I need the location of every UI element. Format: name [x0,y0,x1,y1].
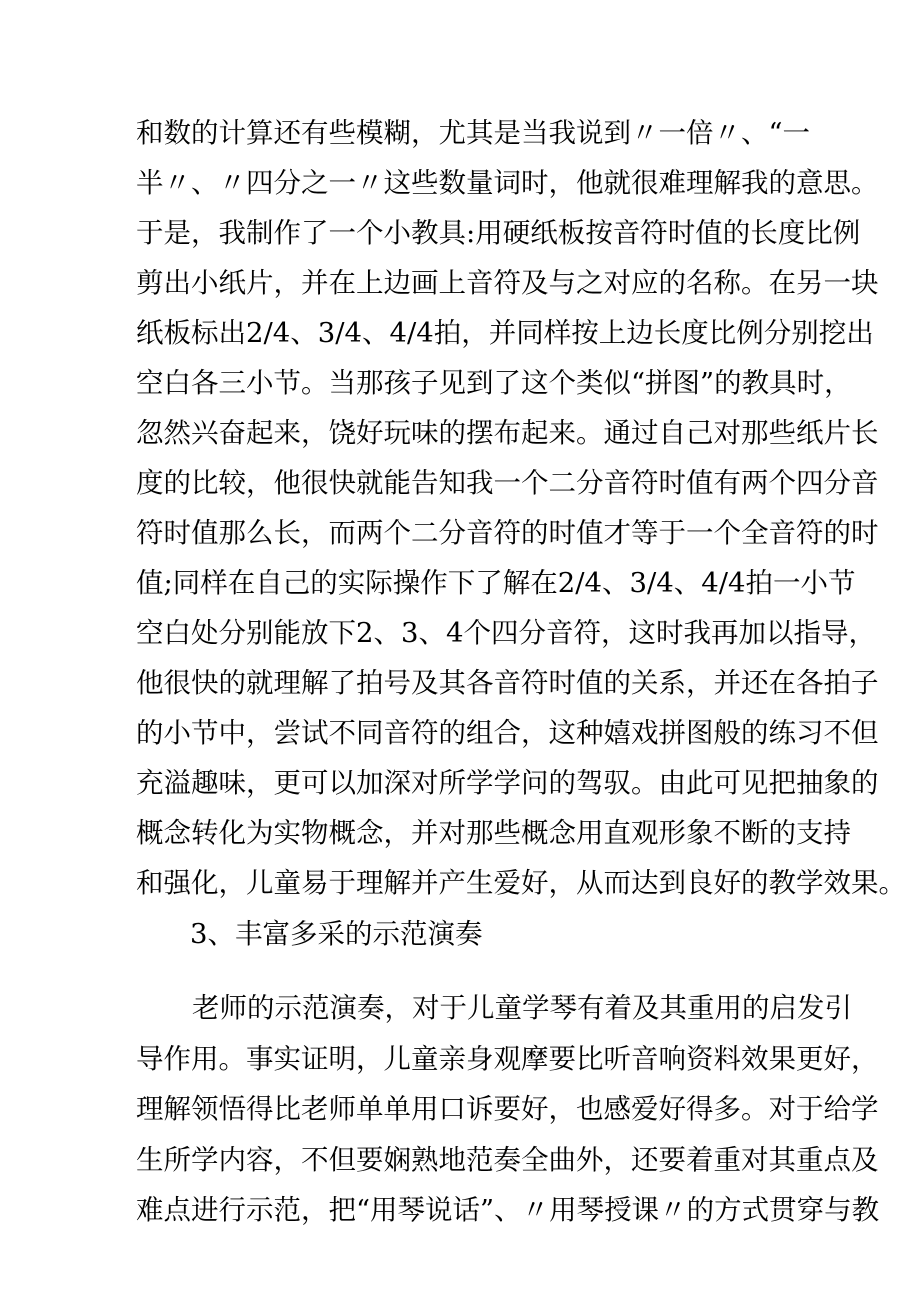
text-line: 概念转化为实物概念，并对那些概念用直观形象不断的支持 [136,817,851,849]
text-line: 剪出小纸片，并在上边画上音符及与之对应的名称。在另一块 [136,267,879,299]
text-line: 难点进行示范，把“用琴说话”、〃用琴授课〃的方式贯穿与教 [136,1194,880,1226]
text-line: 纸板标出2/4、3/4、4/4拍，并同样按上边长度比例分别挖出 [136,317,874,349]
text-line: 导作用。事实证明，儿童亲身观摩要比听音响资料效果更好， [136,1043,879,1075]
text-line: 理解领悟得比老师单单用口诉要好，也感爱好得多。对于给学 [136,1093,879,1125]
text-line: 符时值那么长，而两个二分音符的时值才等于一个全音符的时 [136,517,879,549]
text-line: 值;同样在自己的实际操作下了解在2/4、3/4、4/4拍一小节 [136,567,856,599]
text-line: 生所学内容，不但要娴熟地范奏全曲外，还要着重对其重点及 [136,1144,879,1176]
text-line: 他很快的就理解了拍号及其各音符时值的关系，并还在各拍子 [136,667,879,699]
text-line: 空白处分别能放下2、3、4个四分音符，这时我再加以指导， [136,617,876,649]
text-line: 半〃、〃四分之一〃这些数量词时，他就很难理解我的意思。 [136,167,879,199]
section-heading: 3、丰富多采的示范演奏 [190,918,483,950]
text-line: 忽然兴奋起来，饶好玩味的摆布起来。通过自己对那些纸片长 [136,417,879,449]
text-line: 老师的示范演奏，对于儿童学琴有着及其重用的启发引 [192,992,852,1024]
text-line: 于是，我制作了一个小教具:用硬纸板按音符时值的长度比例 [136,217,861,249]
text-line: 的小节中，尝试不同音符的组合，这种嬉戏拼图般的练习不但 [136,717,879,749]
text-line: 空白各三小节。当那孩子见到了这个类似“拼图”的教具时， [136,367,852,399]
text-line: 充溢趣味，更可以加深对所学学问的驾驭。由此可见把抽象的 [136,767,879,799]
text-line: 度的比较，他很快就能告知我一个二分音符时值有两个四分音 [136,467,879,499]
text-line: 和强化，儿童易于理解并产生爱好，从而达到良好的教学效果。 [136,867,906,899]
text-line: 和数的计算还有些模糊，尤其是当我说到〃一倍〃、“一 [136,117,811,149]
